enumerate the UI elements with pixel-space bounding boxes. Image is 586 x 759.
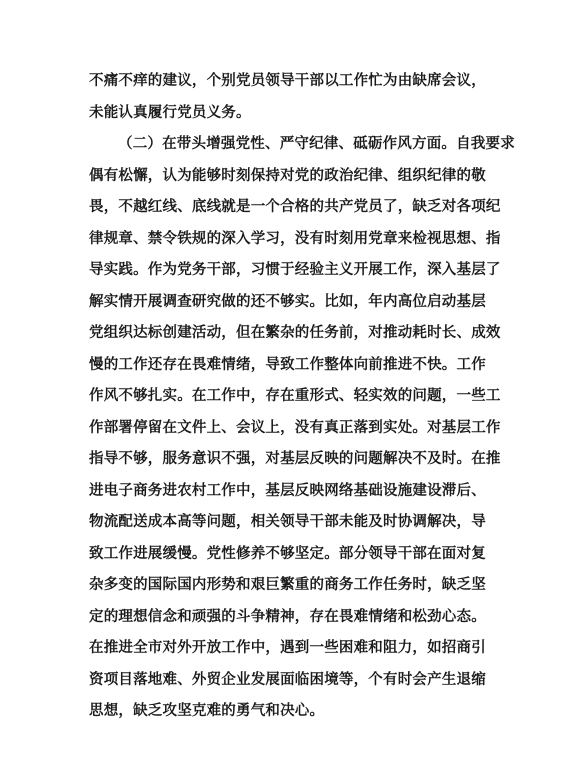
section-heading-line: （二）在带头增强党性、严守纪律、砥砺作风方面。自我要求 bbox=[118, 136, 515, 152]
text-line: 律规章、禁令铁规的深入学习，没有时刻用党章来检视思想、指 bbox=[89, 230, 501, 247]
text-line: 不痛不痒的建议，个别党员领导干部以工作忙为由缺席会议， bbox=[89, 73, 486, 89]
body-text bbox=[89, 66, 515, 728]
text-line: 偶有松懈，认为能够时刻保持对党的政治纪律、组织纪律的敬 bbox=[89, 167, 486, 184]
text-line: 作风不够扎实。在工作中，存在重形式、轻实效的问题，一些工 bbox=[89, 388, 501, 404]
text-line: 解实情开展调查研究做的还不够实。比如，年内高位启动基层 bbox=[89, 293, 486, 310]
text-line: 畏，不越红线、底线就是一个合格的共产党员了，缺乏对各项纪 bbox=[89, 199, 501, 215]
text-line: 导实践。作为党务干部，习惯于经验主义开展工作，深入基层了 bbox=[89, 262, 501, 278]
text-line: 资项目落地难、外贸企业发展面临困境等，个有时会产生退缩 bbox=[89, 671, 486, 688]
text-line: 在推进全市对外开放工作中，遇到一些困难和阻力，如招商引 bbox=[89, 640, 486, 656]
text-line: 思想，缺乏攻坚克难的勇气和决心。 bbox=[89, 703, 325, 719]
text-line: 未能认真履行党员义务。 bbox=[89, 104, 251, 121]
text-line: 物流配送成本高等问题，相关领导干部未能及时协调解决，导 bbox=[89, 514, 486, 530]
text-line: 定的理想信念和顽强的斗争精神，存在畏难情绪和松劲心态。 bbox=[89, 608, 486, 625]
text-line: 致工作进展缓慢。党性修养不够坚定。部分领导干部在面对复 bbox=[89, 545, 486, 562]
text-line: 指导不够，服务意识不强，对基层反映的问题解决不及时。在推 bbox=[89, 451, 501, 467]
text-line: 杂多变的国际国内形势和艰巨繁重的商务工作任务时，缺乏坚 bbox=[89, 577, 486, 593]
text-line: 作部署停留在文件上、会议上，没有真正落到实处。对基层工作 bbox=[89, 419, 501, 436]
text-line: 进电子商务进农村工作中，基层反映网络基础设施建设滞后、 bbox=[89, 482, 486, 499]
text-line: 慢的工作还存在畏难情绪，导致工作整体向前推进不快。工作 bbox=[89, 356, 486, 373]
text-line: 党组织达标创建活动，但在繁杂的任务前，对推动耗时长、成效 bbox=[89, 325, 501, 341]
